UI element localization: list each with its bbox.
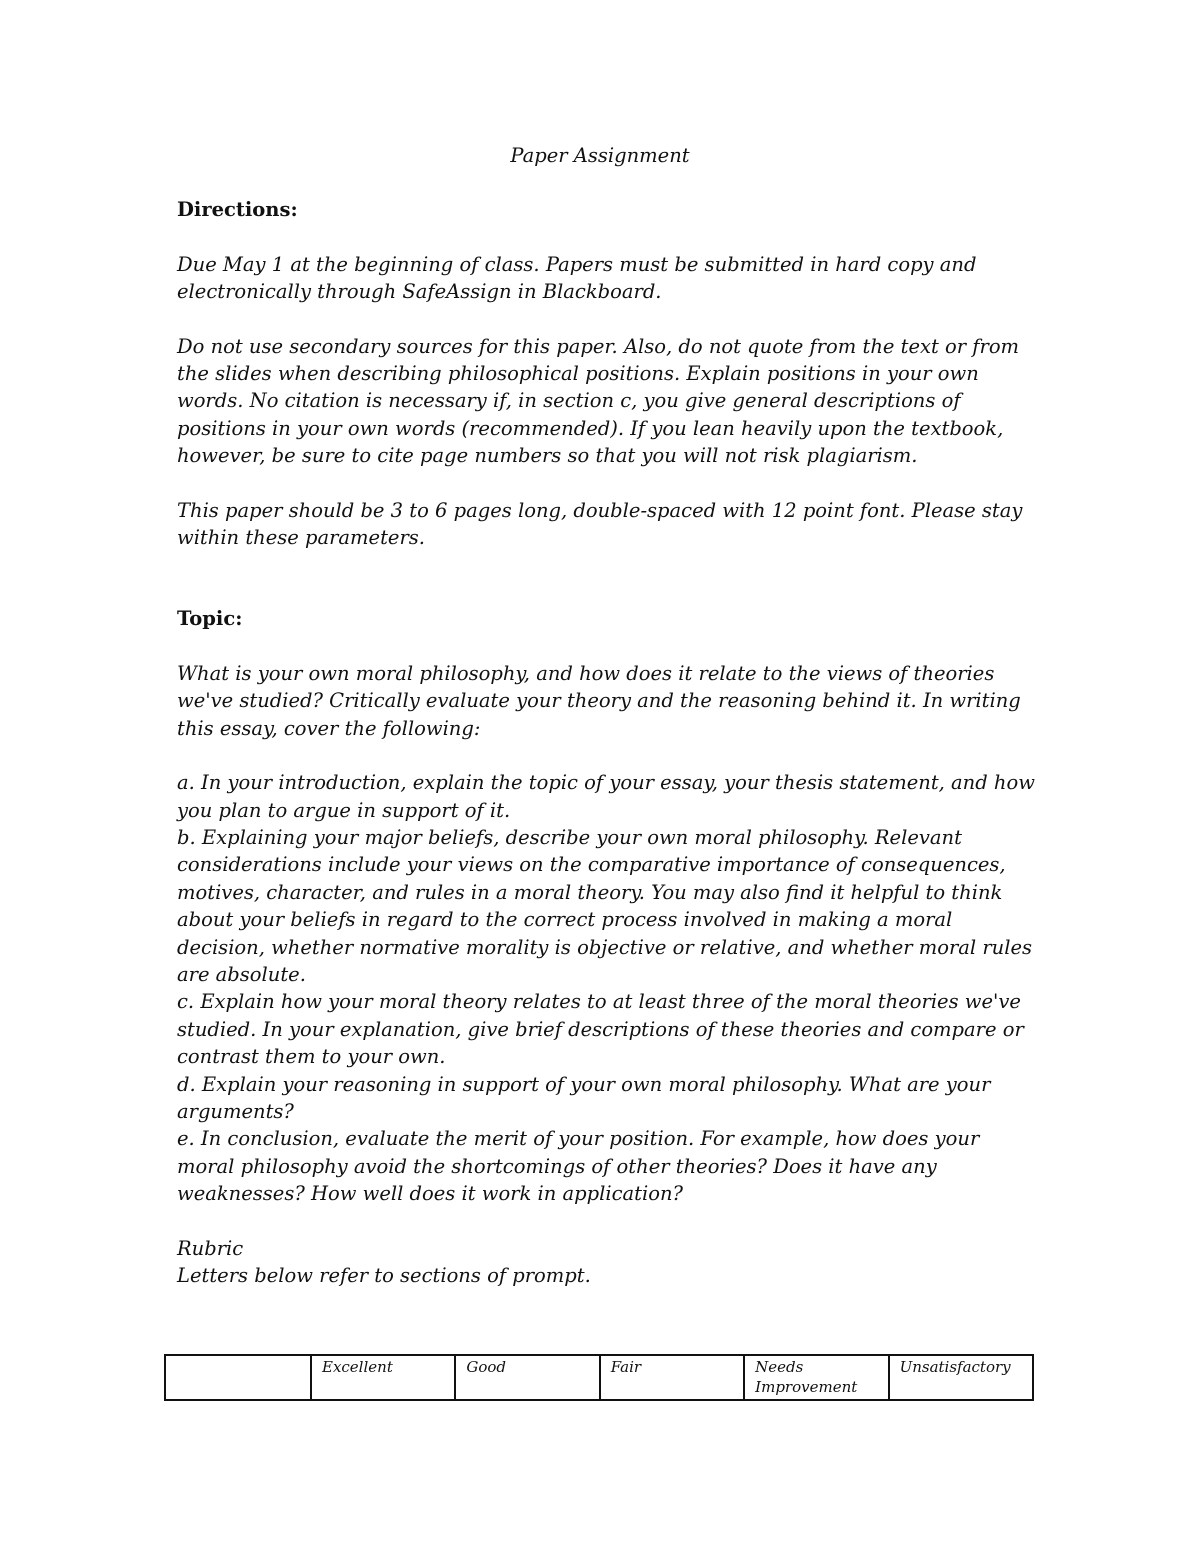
rubric-subtitle: Letters below refer to sections of prompt. (177, 1264, 591, 1287)
directions-paragraph-length: This paper should be 3 to 6 pages long, double-spaced with 12 point font. Please stay within these parameters. (177, 498, 1023, 550)
rubric-header-excellent: Excellent (311, 1355, 455, 1400)
topic-heading: Topic: (177, 607, 243, 631)
directions-paragraph-sources: Do not use secondary sources for this paper. Also, do not quote from the text or from the slides when describing philosophical positions. Explain positions in your own words. No citation is necessary if, in section c, you give general descriptions of positions in your own words (recommended). If you lean heavily upon the textbook, however, be sure to cite page numbers so that you will not risk plagiarism. (177, 334, 1020, 468)
table-row (165, 1355, 1033, 1400)
topic-item-b: b. Explaining your major beliefs, describe your own moral philosophy. Relevant considerations include your views on the comparative importance of consequences, motives, character, and rules in a moral theory. You may also find it helpful to think about your beliefs in regard to the correct process involved in making a moral decision, whether normative morality is objective or relative, and whether moral rules are absolute. (177, 825, 1033, 986)
topic-item-c: c. Explain how your moral theory relates to at least three of the moral theories we've studied. In your explanation, give brief descriptions of these theories and compare or contrast them to your own. (177, 990, 1024, 1069)
topic-item-e: e. In conclusion, evaluate the merit of your position. For example, how does your moral philosophy avoid the shortcomings of other theories? Does it have any weaknesses? How well does it work in application? (177, 1127, 980, 1206)
rubric-header-good: Good (455, 1355, 599, 1400)
rubric-header-fair: Fair (600, 1355, 744, 1400)
page-title: Paper Assignment (510, 144, 690, 167)
document-body (177, 142, 1037, 1289)
topic-item-d: d. Explain your reasoning in support of your own moral philosophy. What are your arguments? (177, 1072, 991, 1123)
topic-intro: What is your own moral philosophy, and how does it relate to the views of theories we've studied? Critically evaluate your theory and the reasoning behind it. In writing this essay, cover the following: (177, 661, 1021, 740)
topic-item-a: a. In your introduction, explain the topic of your essay, your thesis statement, and how you plan to argue in support of it. (177, 771, 1035, 822)
rubric-title: Rubric (177, 1236, 244, 1260)
topic-list (177, 769, 1037, 1208)
directions-paragraph-due: Due May 1 at the beginning of class. Papers must be submitted in hard copy and electronically through SafeAssign in Blackboard. (177, 252, 977, 304)
directions-heading: Directions: (177, 198, 298, 222)
rubric-header-blank (165, 1355, 311, 1400)
rubric-table (164, 1354, 1034, 1401)
rubric-header-needs-improvement: Needs Improvement (744, 1355, 888, 1400)
spacer (177, 578, 1037, 605)
rubric-header-unsatisfactory: Unsatisfactory (889, 1355, 1033, 1400)
